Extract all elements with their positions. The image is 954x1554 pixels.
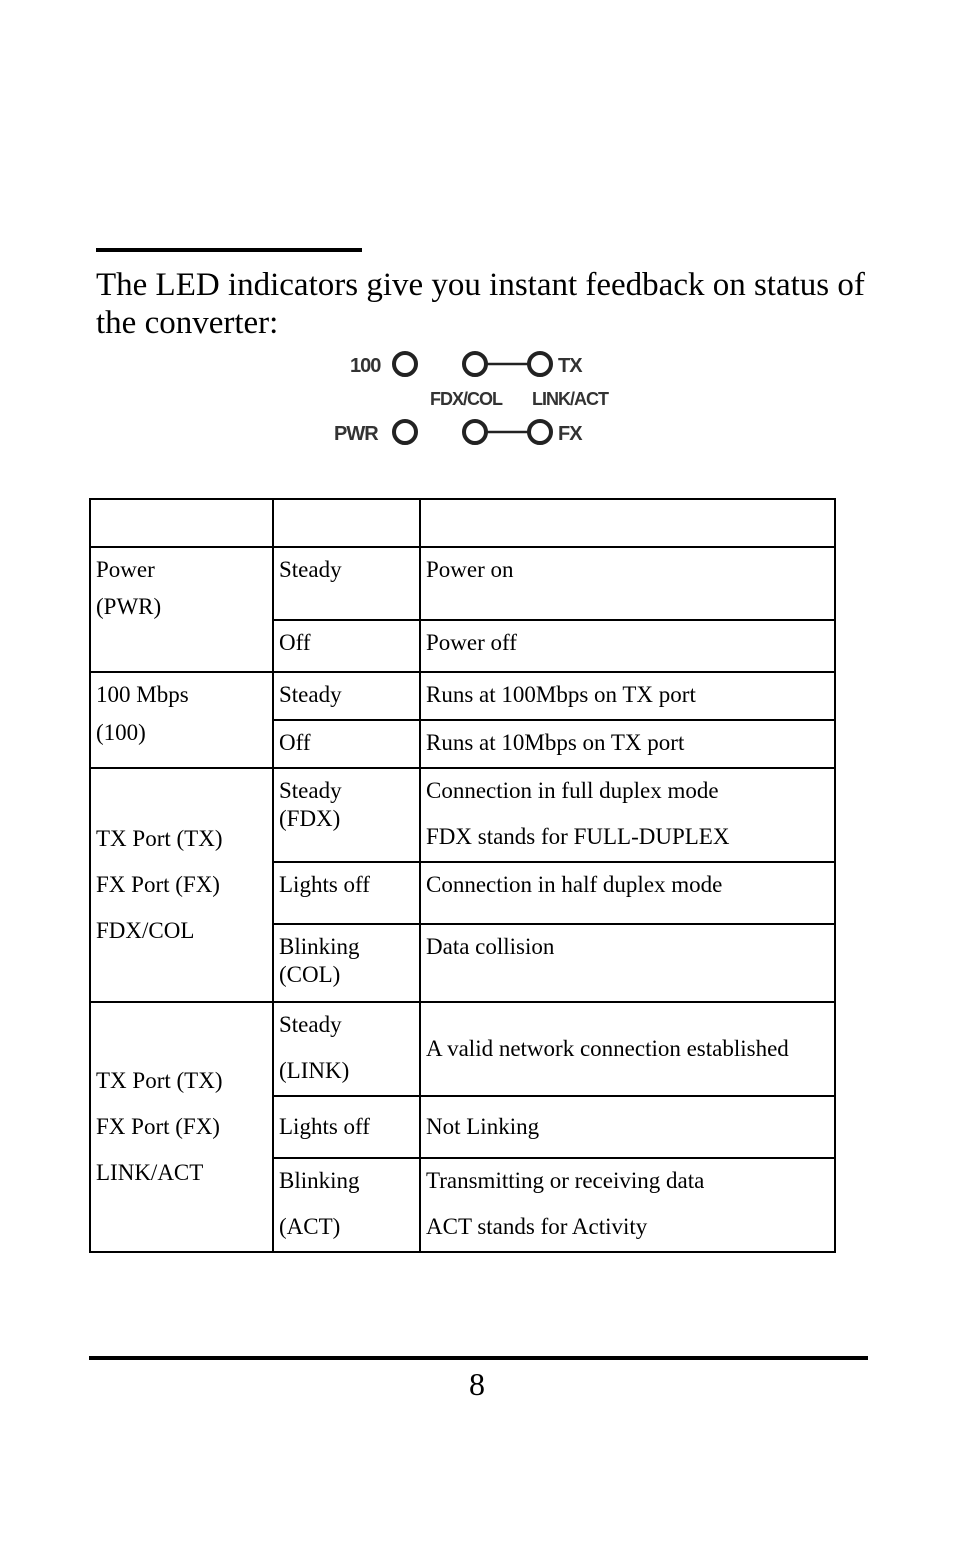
led-label-fx: FX bbox=[558, 423, 582, 445]
description-cell bbox=[420, 547, 835, 620]
status-line: Lights off bbox=[279, 872, 370, 897]
table-row bbox=[90, 768, 835, 862]
table-row bbox=[90, 672, 835, 720]
status-line: (LINK) bbox=[279, 1058, 350, 1083]
table-header-row bbox=[90, 499, 835, 547]
description-cell bbox=[420, 924, 835, 1002]
led-name-line: 100 Mbps bbox=[96, 682, 189, 707]
status-cell bbox=[273, 862, 420, 924]
description-line: Data collision bbox=[426, 934, 555, 959]
description-line: ACT stands for Activity bbox=[426, 1214, 648, 1239]
led-name-cell bbox=[90, 768, 273, 1002]
led-name-line: (PWR) bbox=[96, 594, 162, 619]
led-name-cell bbox=[90, 1002, 273, 1252]
table-row bbox=[90, 547, 835, 620]
status-line: Blinking bbox=[279, 934, 360, 959]
status-cell bbox=[273, 672, 420, 720]
status-cell bbox=[273, 720, 420, 768]
status-cell bbox=[273, 547, 420, 620]
intro-paragraph: The LED indicators give you instant feedback on status of the converter: bbox=[96, 267, 865, 341]
description-line: Connection in full duplex mode bbox=[426, 778, 719, 803]
description-line: Power on bbox=[426, 557, 514, 582]
description-line: Runs at 100Mbps on TX port bbox=[426, 682, 696, 707]
description-cell bbox=[420, 768, 835, 862]
led-status-table bbox=[89, 498, 836, 1253]
description-line: Connection in half duplex mode bbox=[426, 872, 723, 897]
section-rule bbox=[96, 248, 362, 252]
status-line: Steady bbox=[279, 557, 342, 582]
status-line: Off bbox=[279, 630, 311, 655]
header-cell-led bbox=[90, 499, 273, 547]
description-line: Power off bbox=[426, 630, 517, 655]
status-line: (COL) bbox=[279, 962, 341, 987]
led-name-line: TX Port (TX) bbox=[96, 826, 223, 851]
description-line: Transmitting or receiving data bbox=[426, 1168, 705, 1193]
description-cell bbox=[420, 862, 835, 924]
led-label-100: 100 bbox=[350, 355, 381, 377]
page-number: 8 bbox=[469, 1366, 485, 1402]
status-line: Steady bbox=[279, 682, 342, 707]
led-name-cell bbox=[90, 547, 273, 672]
description-cell bbox=[420, 1096, 835, 1158]
status-line: Steady bbox=[279, 778, 342, 803]
led-label-tx: TX bbox=[558, 355, 582, 377]
led-name-line: FX Port (FX) bbox=[96, 872, 220, 897]
status-cell bbox=[273, 620, 420, 672]
status-cell bbox=[273, 1158, 420, 1252]
led-name-line: FDX/COL bbox=[96, 918, 195, 943]
table-row bbox=[90, 1002, 835, 1096]
led-link-act-tx-icon bbox=[529, 353, 551, 375]
status-cell bbox=[273, 924, 420, 1002]
status-line: Blinking bbox=[279, 1168, 360, 1193]
led-label-fdx-col: FDX/COL bbox=[430, 389, 502, 409]
status-line: Steady bbox=[279, 1012, 342, 1037]
led-name-line: Power bbox=[96, 557, 155, 582]
status-cell bbox=[273, 1096, 420, 1158]
status-line: Off bbox=[279, 730, 311, 755]
led-name-line: TX Port (TX) bbox=[96, 1068, 223, 1093]
description-line: A valid network connection established bbox=[426, 1036, 789, 1061]
led-label-pwr: PWR bbox=[334, 423, 378, 445]
header-cell-description bbox=[420, 499, 835, 547]
header-cell-status bbox=[273, 499, 420, 547]
description-line: FDX stands for FULL-DUPLEX bbox=[426, 824, 730, 849]
description-cell bbox=[420, 672, 835, 720]
led-panel-diagram bbox=[330, 342, 630, 452]
description-cell bbox=[420, 1158, 835, 1252]
led-name-line: (100) bbox=[96, 720, 146, 745]
status-line: Lights off bbox=[279, 1114, 370, 1139]
description-cell bbox=[420, 1002, 835, 1096]
led-name-cell bbox=[90, 672, 273, 768]
led-pwr-icon bbox=[394, 421, 416, 443]
led-name-line: FX Port (FX) bbox=[96, 1114, 220, 1139]
led-link-act-fx-icon bbox=[529, 421, 551, 443]
led-name-line: LINK/ACT bbox=[96, 1160, 204, 1185]
footer-rule bbox=[89, 1356, 868, 1360]
status-line: (ACT) bbox=[279, 1214, 341, 1239]
led-label-link-act: LINK/ACT bbox=[532, 389, 608, 409]
description-cell bbox=[420, 620, 835, 672]
status-line: (FDX) bbox=[279, 806, 341, 831]
led-fdx-col-fx-icon bbox=[464, 421, 486, 443]
description-cell bbox=[420, 720, 835, 768]
status-cell bbox=[273, 768, 420, 862]
status-cell bbox=[273, 1002, 420, 1096]
description-line: Runs at 10Mbps on TX port bbox=[426, 730, 685, 755]
description-line: Not Linking bbox=[426, 1114, 540, 1139]
led-100-icon bbox=[394, 353, 416, 375]
led-fdx-col-tx-icon bbox=[464, 353, 486, 375]
